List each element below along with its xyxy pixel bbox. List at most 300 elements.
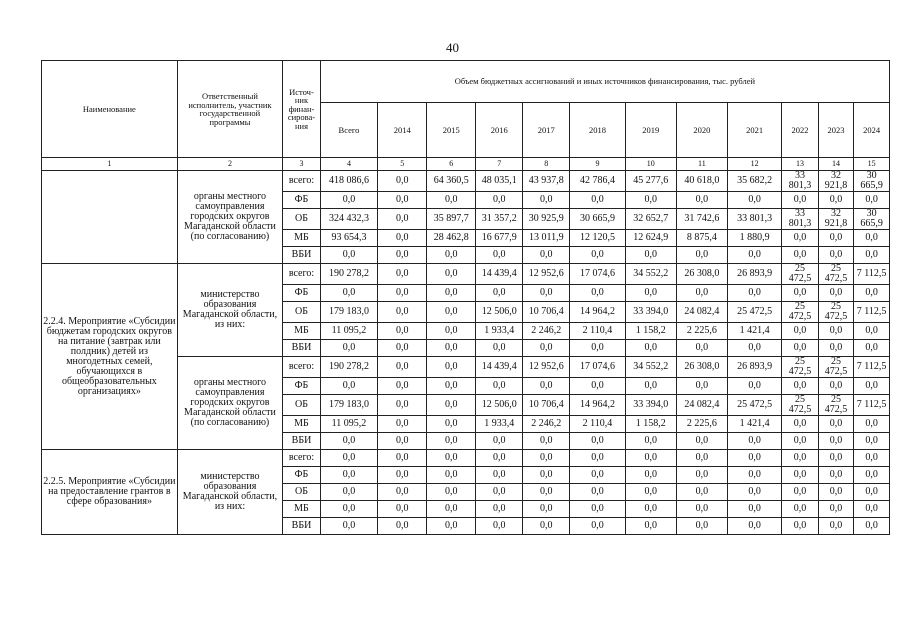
column-number: 14 (818, 158, 854, 171)
year-value: 12 506,0 (476, 395, 523, 416)
year-value: 0,0 (427, 192, 476, 209)
year-value: 0,0 (727, 340, 781, 357)
year-value: 0,0 (625, 340, 676, 357)
header-year: 2022 (782, 103, 819, 158)
funding-source: ФБ (283, 467, 321, 484)
year-value: 0,0 (854, 450, 890, 467)
year-value: 0,0 (854, 323, 890, 340)
year-value: 0,0 (782, 467, 819, 484)
year-value: 0,0 (854, 501, 890, 518)
year-value: 28 462,8 (427, 230, 476, 247)
year-value: 0,0 (854, 247, 890, 264)
year-value: 0,0 (523, 285, 570, 302)
year-value: 0,0 (818, 247, 854, 264)
year-value: 0,0 (476, 450, 523, 467)
year-value: 2 246,2 (523, 323, 570, 340)
year-value: 0,0 (570, 378, 625, 395)
year-value: 0,0 (523, 340, 570, 357)
year-value: 0,0 (523, 484, 570, 501)
year-value: 0,0 (570, 467, 625, 484)
year-value: 26 893,9 (727, 264, 781, 285)
year-value: 0,0 (818, 230, 854, 247)
year-value: 12 952,6 (523, 264, 570, 285)
year-value: 25 472,5 (818, 395, 854, 416)
year-value: 13 011,9 (523, 230, 570, 247)
year-value: 0,0 (676, 450, 727, 467)
total-value: 93 654,3 (320, 230, 377, 247)
year-value: 0,0 (818, 518, 854, 535)
year-value: 0,0 (727, 433, 781, 450)
year-value: 0,0 (427, 416, 476, 433)
year-value: 32 921,8 (818, 171, 854, 192)
header-year: 2024 (854, 103, 890, 158)
header-total: Всего (320, 103, 377, 158)
year-value: 7 112,5 (854, 357, 890, 378)
year-value: 1 421,4 (727, 323, 781, 340)
year-value: 0,0 (727, 247, 781, 264)
header-year: 2015 (427, 103, 476, 158)
funding-source: ФБ (283, 192, 321, 209)
year-value: 0,0 (782, 192, 819, 209)
year-value: 33 801,3 (727, 209, 781, 230)
year-value: 0,0 (782, 323, 819, 340)
year-value: 14 964,2 (570, 395, 625, 416)
year-value: 0,0 (378, 302, 427, 323)
year-value: 24 082,4 (676, 302, 727, 323)
column-number: 7 (476, 158, 523, 171)
year-value: 0,0 (427, 340, 476, 357)
total-value: 0,0 (320, 192, 377, 209)
total-value: 190 278,2 (320, 264, 377, 285)
year-value: 30 665,9 (854, 171, 890, 192)
column-number: 8 (523, 158, 570, 171)
total-value: 0,0 (320, 484, 377, 501)
year-value: 0,0 (427, 357, 476, 378)
header-year: 2017 (523, 103, 570, 158)
funding-source: всего: (283, 264, 321, 285)
year-value: 0,0 (427, 433, 476, 450)
year-value: 1 880,9 (727, 230, 781, 247)
year-value: 0,0 (625, 450, 676, 467)
year-value: 0,0 (854, 285, 890, 302)
total-value: 179 183,0 (320, 395, 377, 416)
year-value: 2 225,6 (676, 416, 727, 433)
year-value: 0,0 (818, 323, 854, 340)
year-value: 26 308,0 (676, 264, 727, 285)
year-value: 0,0 (625, 247, 676, 264)
year-value: 32 921,8 (818, 209, 854, 230)
column-number: 13 (782, 158, 819, 171)
year-value: 0,0 (854, 340, 890, 357)
year-value: 0,0 (378, 192, 427, 209)
year-value: 0,0 (476, 467, 523, 484)
responsible-executor: министерство образования Магаданской области, из них: (177, 450, 282, 535)
year-value: 0,0 (727, 450, 781, 467)
year-value: 25 472,5 (782, 395, 819, 416)
funding-source: ФБ (283, 285, 321, 302)
year-value: 30 665,9 (854, 209, 890, 230)
year-value: 25 472,5 (727, 395, 781, 416)
header-year: 2020 (676, 103, 727, 158)
year-value: 64 360,5 (427, 171, 476, 192)
year-value: 30 925,9 (523, 209, 570, 230)
year-value: 0,0 (476, 247, 523, 264)
year-value: 0,0 (427, 484, 476, 501)
header-name: Наименование (42, 61, 178, 158)
year-value: 0,0 (818, 285, 854, 302)
year-value: 14 439,4 (476, 264, 523, 285)
year-value: 0,0 (625, 285, 676, 302)
year-value: 0,0 (570, 450, 625, 467)
year-value: 12 120,5 (570, 230, 625, 247)
year-value: 10 706,4 (523, 302, 570, 323)
year-value: 0,0 (523, 378, 570, 395)
year-value: 31 357,2 (476, 209, 523, 230)
year-value: 0,0 (727, 501, 781, 518)
year-value: 0,0 (854, 378, 890, 395)
funding-source: всего: (283, 357, 321, 378)
year-value: 0,0 (378, 247, 427, 264)
funding-source: ВБИ (283, 433, 321, 450)
year-value: 0,0 (378, 433, 427, 450)
year-value: 34 552,2 (625, 264, 676, 285)
year-value: 2 110,4 (570, 416, 625, 433)
column-numbers-row (42, 158, 890, 171)
page-number: 40 (446, 40, 459, 55)
year-value: 0,0 (476, 192, 523, 209)
total-value: 179 183,0 (320, 302, 377, 323)
year-value: 0,0 (378, 171, 427, 192)
year-value: 45 277,6 (625, 171, 676, 192)
total-value: 418 086,6 (320, 171, 377, 192)
year-value: 0,0 (676, 378, 727, 395)
year-value: 14 964,2 (570, 302, 625, 323)
year-value: 1 158,2 (625, 416, 676, 433)
header-year: 2019 (625, 103, 676, 158)
year-value: 0,0 (676, 501, 727, 518)
header-volume: Объем бюджетных ассигнований и иных источников финансирования, тыс. рублей (320, 61, 889, 103)
year-value: 0,0 (476, 285, 523, 302)
year-value: 0,0 (676, 467, 727, 484)
year-value: 0,0 (782, 416, 819, 433)
year-value: 0,0 (854, 467, 890, 484)
funding-source: ОБ (283, 395, 321, 416)
year-value: 0,0 (782, 501, 819, 518)
year-value: 0,0 (854, 484, 890, 501)
activity-name (42, 171, 178, 264)
responsible-executor: органы местного самоуправления городских округов Магаданской области (по согласованию) (177, 171, 282, 264)
year-value: 0,0 (476, 340, 523, 357)
year-value: 32 652,7 (625, 209, 676, 230)
year-value: 1 933,4 (476, 323, 523, 340)
year-value: 1 933,4 (476, 416, 523, 433)
year-value: 34 552,2 (625, 357, 676, 378)
year-value: 0,0 (476, 484, 523, 501)
year-value: 0,0 (570, 433, 625, 450)
year-value: 0,0 (818, 467, 854, 484)
year-value: 33 801,3 (782, 171, 819, 192)
year-value: 16 677,9 (476, 230, 523, 247)
year-value: 0,0 (378, 285, 427, 302)
header-responsible: Ответственный исполнитель, участник государственной программы (177, 61, 282, 158)
year-value: 0,0 (818, 192, 854, 209)
year-value: 26 308,0 (676, 357, 727, 378)
year-value: 0,0 (378, 416, 427, 433)
year-value: 0,0 (782, 230, 819, 247)
year-value: 0,0 (818, 340, 854, 357)
year-value: 0,0 (854, 433, 890, 450)
year-value: 0,0 (427, 247, 476, 264)
year-value: 0,0 (625, 192, 676, 209)
year-value: 0,0 (378, 209, 427, 230)
responsible-executor: органы местного самоуправления городских округов Магаданской области (по согласованию) (177, 357, 282, 450)
year-value: 0,0 (476, 518, 523, 535)
year-value: 8 875,4 (676, 230, 727, 247)
year-value: 0,0 (727, 192, 781, 209)
year-value: 30 665,9 (570, 209, 625, 230)
year-value: 25 472,5 (782, 302, 819, 323)
year-value: 0,0 (378, 357, 427, 378)
year-value: 0,0 (570, 518, 625, 535)
year-value: 0,0 (782, 247, 819, 264)
year-value: 7 112,5 (854, 302, 890, 323)
year-value: 0,0 (378, 484, 427, 501)
funding-source: ОБ (283, 302, 321, 323)
year-value: 0,0 (378, 340, 427, 357)
year-value: 0,0 (378, 323, 427, 340)
column-number: 10 (625, 158, 676, 171)
year-value: 0,0 (625, 484, 676, 501)
funding-source: ВБИ (283, 518, 321, 535)
year-value: 0,0 (427, 467, 476, 484)
year-value: 0,0 (782, 518, 819, 535)
funding-source: МБ (283, 230, 321, 247)
total-value: 0,0 (320, 450, 377, 467)
year-value: 24 082,4 (676, 395, 727, 416)
year-value: 1 158,2 (625, 323, 676, 340)
year-value: 0,0 (427, 378, 476, 395)
year-value: 0,0 (427, 501, 476, 518)
header-year: 2014 (378, 103, 427, 158)
total-value: 0,0 (320, 340, 377, 357)
year-value: 0,0 (378, 230, 427, 247)
year-value: 0,0 (570, 285, 625, 302)
year-value: 2 246,2 (523, 416, 570, 433)
year-value: 0,0 (427, 450, 476, 467)
total-value: 324 432,3 (320, 209, 377, 230)
header-year: 2018 (570, 103, 625, 158)
year-value: 0,0 (625, 501, 676, 518)
year-value: 0,0 (676, 340, 727, 357)
column-number: 3 (283, 158, 321, 171)
funding-source: МБ (283, 416, 321, 433)
year-value: 0,0 (378, 395, 427, 416)
total-value: 190 278,2 (320, 357, 377, 378)
year-value: 0,0 (523, 247, 570, 264)
total-value: 0,0 (320, 467, 377, 484)
year-value: 0,0 (676, 285, 727, 302)
year-value: 12 624,9 (625, 230, 676, 247)
year-value: 35 682,2 (727, 171, 781, 192)
total-value: 11 095,2 (320, 323, 377, 340)
total-value: 11 095,2 (320, 416, 377, 433)
year-value: 10 706,4 (523, 395, 570, 416)
year-value: 12 506,0 (476, 302, 523, 323)
funding-source: ВБИ (283, 247, 321, 264)
year-value: 35 897,7 (427, 209, 476, 230)
header-year: 2023 (818, 103, 854, 158)
year-value: 0,0 (727, 378, 781, 395)
year-value: 0,0 (523, 467, 570, 484)
year-value: 0,0 (476, 501, 523, 518)
year-value: 0,0 (625, 518, 676, 535)
year-value: 0,0 (854, 416, 890, 433)
activity-name: 2.2.5. Мероприятие «Субсидии на предоставление грантов в сфере образования» (42, 450, 178, 535)
year-value: 0,0 (818, 450, 854, 467)
total-value: 0,0 (320, 433, 377, 450)
year-value: 25 472,5 (818, 264, 854, 285)
year-value: 0,0 (476, 433, 523, 450)
header-year: 2016 (476, 103, 523, 158)
year-value: 25 472,5 (782, 264, 819, 285)
year-value: 0,0 (782, 450, 819, 467)
year-value: 0,0 (727, 518, 781, 535)
year-value: 0,0 (378, 378, 427, 395)
year-value: 17 074,6 (570, 264, 625, 285)
year-value: 0,0 (676, 518, 727, 535)
funding-source: МБ (283, 323, 321, 340)
year-value: 0,0 (427, 302, 476, 323)
year-value: 0,0 (570, 247, 625, 264)
year-value: 0,0 (427, 323, 476, 340)
year-value: 0,0 (523, 518, 570, 535)
year-value: 0,0 (676, 433, 727, 450)
year-value: 0,0 (570, 484, 625, 501)
year-value: 0,0 (782, 378, 819, 395)
year-value: 31 742,6 (676, 209, 727, 230)
year-value: 0,0 (818, 378, 854, 395)
year-value: 0,0 (782, 433, 819, 450)
column-number: 6 (427, 158, 476, 171)
year-value: 0,0 (378, 518, 427, 535)
year-value: 0,0 (782, 285, 819, 302)
year-value: 0,0 (854, 518, 890, 535)
year-value: 0,0 (427, 518, 476, 535)
year-value: 0,0 (854, 230, 890, 247)
budget-table (41, 60, 890, 535)
year-value: 14 439,4 (476, 357, 523, 378)
total-value: 0,0 (320, 378, 377, 395)
year-value: 0,0 (782, 340, 819, 357)
year-value: 0,0 (625, 378, 676, 395)
funding-source: всего: (283, 450, 321, 467)
year-value: 0,0 (818, 501, 854, 518)
year-value: 26 893,9 (727, 357, 781, 378)
year-value: 1 421,4 (727, 416, 781, 433)
year-value: 0,0 (378, 501, 427, 518)
year-value: 0,0 (378, 264, 427, 285)
year-value: 12 952,6 (523, 357, 570, 378)
year-value: 40 618,0 (676, 171, 727, 192)
year-value: 0,0 (727, 467, 781, 484)
table-row (42, 171, 890, 192)
year-value: 25 472,5 (727, 302, 781, 323)
year-value: 0,0 (570, 340, 625, 357)
year-value: 43 937,8 (523, 171, 570, 192)
funding-source: МБ (283, 501, 321, 518)
column-number: 9 (570, 158, 625, 171)
year-value: 0,0 (427, 395, 476, 416)
year-value: 0,0 (676, 247, 727, 264)
table-row (42, 450, 890, 467)
total-value: 0,0 (320, 518, 377, 535)
year-value: 7 112,5 (854, 264, 890, 285)
year-value: 0,0 (818, 416, 854, 433)
year-value: 0,0 (427, 285, 476, 302)
year-value: 2 225,6 (676, 323, 727, 340)
year-value: 0,0 (378, 467, 427, 484)
year-value: 0,0 (676, 192, 727, 209)
header-year: 2021 (727, 103, 781, 158)
year-value: 0,0 (818, 484, 854, 501)
year-value: 33 801,3 (782, 209, 819, 230)
header-source: Источ-ник финан-сирова-ния (283, 61, 321, 158)
year-value: 0,0 (818, 433, 854, 450)
column-number: 11 (676, 158, 727, 171)
total-value: 0,0 (320, 247, 377, 264)
column-number: 2 (177, 158, 282, 171)
year-value: 0,0 (727, 285, 781, 302)
responsible-executor: министерство образования Магаданской области, из них: (177, 264, 282, 357)
year-value: 0,0 (570, 501, 625, 518)
year-value: 0,0 (676, 484, 727, 501)
year-value: 0,0 (476, 378, 523, 395)
year-value: 0,0 (854, 192, 890, 209)
year-value: 0,0 (427, 264, 476, 285)
year-value: 25 472,5 (818, 357, 854, 378)
total-value: 0,0 (320, 285, 377, 302)
funding-source: всего: (283, 171, 321, 192)
year-value: 17 074,6 (570, 357, 625, 378)
year-value: 0,0 (523, 192, 570, 209)
year-value: 33 394,0 (625, 395, 676, 416)
year-value: 0,0 (523, 450, 570, 467)
year-value: 0,0 (782, 484, 819, 501)
column-number: 5 (378, 158, 427, 171)
year-value: 25 472,5 (818, 302, 854, 323)
column-number: 4 (320, 158, 377, 171)
year-value: 33 394,0 (625, 302, 676, 323)
year-value: 0,0 (523, 501, 570, 518)
year-value: 0,0 (378, 450, 427, 467)
year-value: 42 786,4 (570, 171, 625, 192)
year-value: 25 472,5 (782, 357, 819, 378)
total-value: 0,0 (320, 501, 377, 518)
column-number: 15 (854, 158, 890, 171)
year-value: 0,0 (570, 192, 625, 209)
year-value: 7 112,5 (854, 395, 890, 416)
funding-source: ОБ (283, 209, 321, 230)
activity-name: 2.2.4. Мероприятие «Субсидии бюджетам городских округов на питание (завтрак или полдник) детей из многодетных семей, обучающихся в общеобразовательных организациях» (42, 264, 178, 450)
year-value: 0,0 (727, 484, 781, 501)
column-number: 12 (727, 158, 781, 171)
year-value: 48 035,1 (476, 171, 523, 192)
column-number: 1 (42, 158, 178, 171)
funding-source: ОБ (283, 484, 321, 501)
table-row (42, 264, 890, 285)
year-value: 2 110,4 (570, 323, 625, 340)
year-value: 0,0 (523, 433, 570, 450)
